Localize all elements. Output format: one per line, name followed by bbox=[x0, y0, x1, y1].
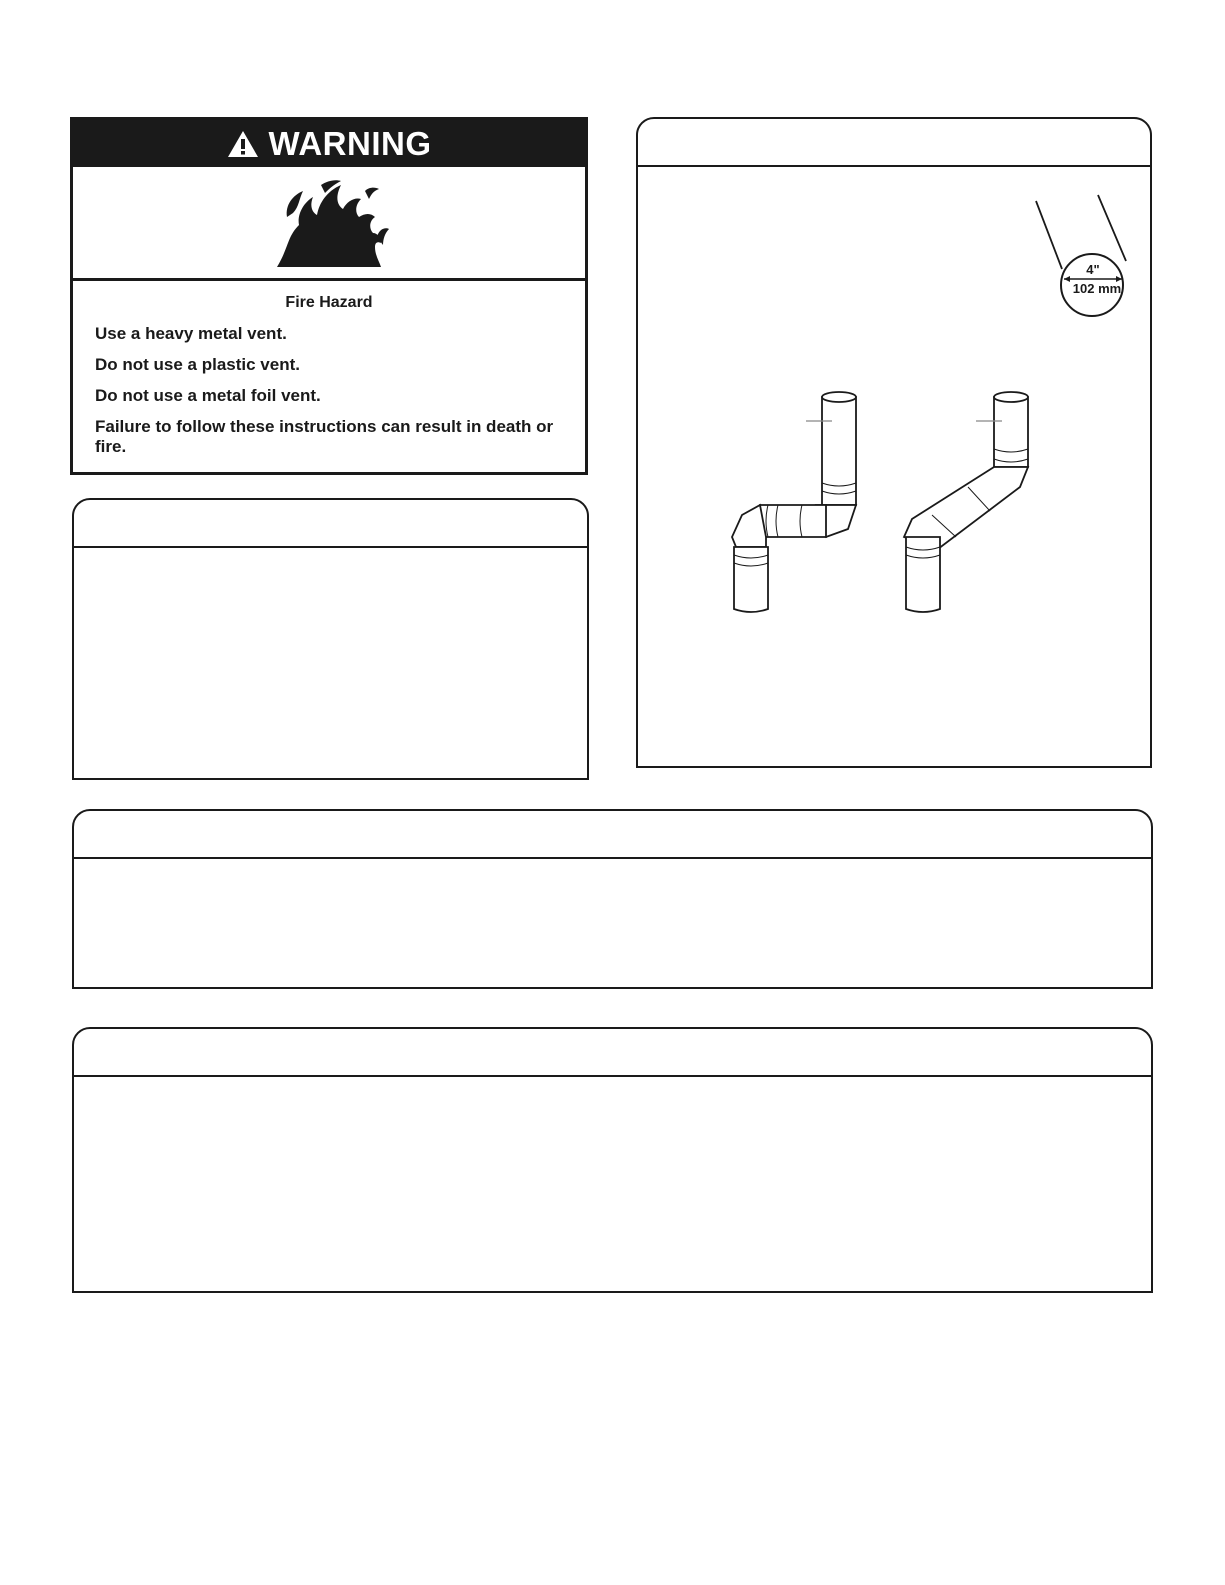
diameter-mm-label: 102 mm bbox=[1072, 281, 1122, 296]
vent-diameter-diagram bbox=[1018, 191, 1148, 321]
diameter-inch-label: 4" bbox=[1086, 262, 1100, 277]
section-box-vent-diagram bbox=[636, 117, 1152, 768]
warning-graphic bbox=[73, 167, 585, 281]
fire-hazard-icon bbox=[269, 177, 389, 269]
section-box-wide-2 bbox=[72, 1027, 1153, 1293]
section-box-header bbox=[74, 500, 587, 548]
warning-title: WARNING bbox=[268, 124, 432, 162]
section-box-header bbox=[74, 1029, 1151, 1077]
warning-line-3: Do not use a metal foil vent. bbox=[95, 386, 321, 405]
warning-line-2: Do not use a plastic vent. bbox=[95, 355, 300, 374]
warning-line-1: Use a heavy metal vent. bbox=[95, 324, 287, 343]
hazard-title: Fire Hazard bbox=[285, 294, 373, 311]
section-box-header bbox=[638, 119, 1150, 167]
warning-box bbox=[70, 117, 588, 475]
section-box-left bbox=[72, 498, 589, 780]
warning-header bbox=[73, 120, 585, 167]
offset-vent-angled-illustration bbox=[898, 387, 1048, 617]
section-box-wide-1 bbox=[72, 809, 1153, 989]
offset-vent-elbows-illustration bbox=[726, 387, 876, 617]
alert-triangle-icon bbox=[227, 130, 259, 158]
warning-body bbox=[73, 281, 585, 457]
section-box-header bbox=[74, 811, 1151, 859]
warning-line-4: Failure to follow these instructions can result in death or fire. bbox=[95, 417, 554, 456]
